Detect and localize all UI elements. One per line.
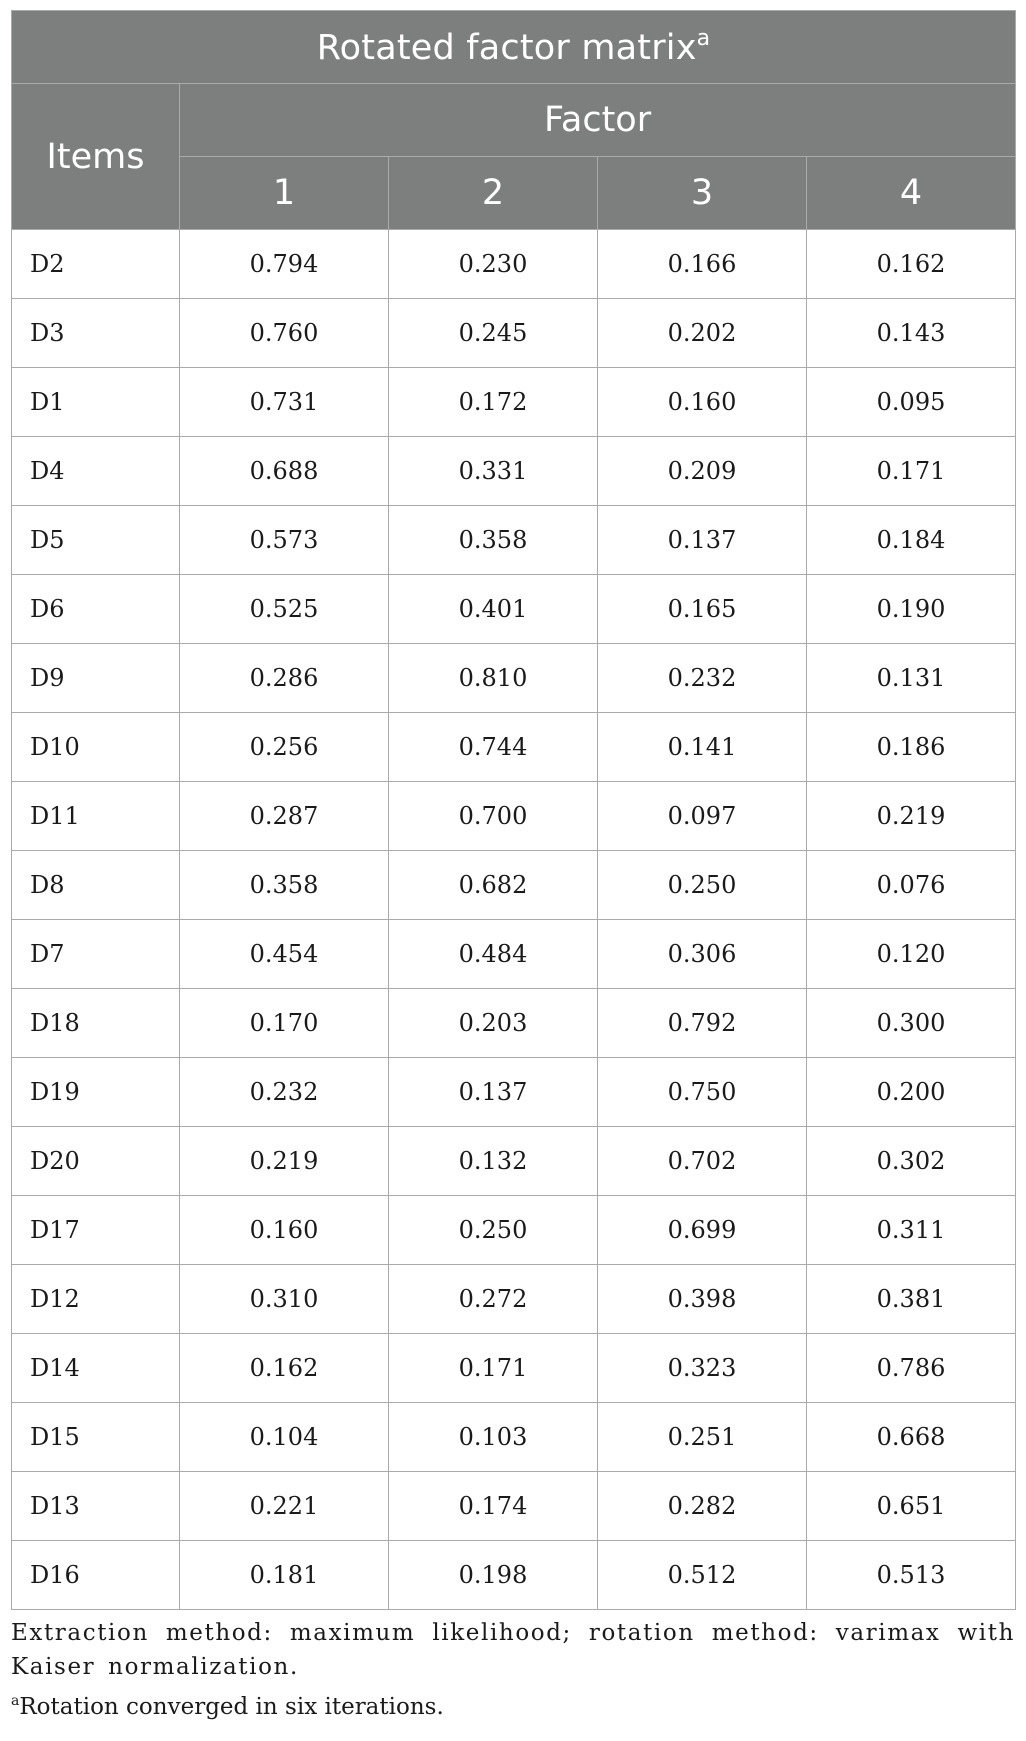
loading-cell-factor-1: 0.286 [180,644,389,713]
loading-cell-factor-2: 0.682 [389,851,598,920]
table-notes [11,1616,1015,1724]
item-cell: D13 [12,1472,180,1541]
loading-cell-factor-3: 0.699 [598,1196,807,1265]
loading-cell-factor-4: 0.651 [807,1472,1016,1541]
table-title-text: Rotated factor matrix [316,28,697,68]
table-row [12,437,1016,506]
method-note: Extraction method: maximum likelihood; rotation method: varimax with Kaiser normalization. [11,1620,1015,1680]
table-row [12,1196,1016,1265]
table-row [12,851,1016,920]
loading-cell-factor-3: 0.166 [598,230,807,299]
loading-cell-factor-4: 0.300 [807,989,1016,1058]
table-row [12,575,1016,644]
loading-cell-factor-2: 0.132 [389,1127,598,1196]
loading-cell-factor-4: 0.120 [807,920,1016,989]
loading-cell-factor-4: 0.076 [807,851,1016,920]
item-cell: D11 [12,782,180,851]
loading-cell-factor-3: 0.512 [598,1541,807,1610]
footnote [11,1684,1015,1724]
item-cell: D20 [12,1127,180,1196]
loading-cell-factor-1: 0.104 [180,1403,389,1472]
loading-cell-factor-2: 0.171 [389,1334,598,1403]
loading-cell-factor-1: 0.219 [180,1127,389,1196]
factor-4-header: 4 [807,157,1016,230]
item-cell: D9 [12,644,180,713]
loading-cell-factor-3: 0.702 [598,1127,807,1196]
loading-cell-factor-1: 0.160 [180,1196,389,1265]
factor-3-header: 3 [598,157,807,230]
loading-cell-factor-2: 0.103 [389,1403,598,1472]
item-cell: D3 [12,299,180,368]
table-row [12,299,1016,368]
table-row [12,782,1016,851]
loading-cell-factor-3: 0.750 [598,1058,807,1127]
loading-cell-factor-4: 0.162 [807,230,1016,299]
table-body [12,230,1016,1610]
loading-cell-factor-4: 0.668 [807,1403,1016,1472]
loading-cell-factor-3: 0.251 [598,1403,807,1472]
loading-cell-factor-4: 0.200 [807,1058,1016,1127]
loading-cell-factor-2: 0.272 [389,1265,598,1334]
item-cell: D2 [12,230,180,299]
item-cell: D4 [12,437,180,506]
loading-cell-factor-4: 0.513 [807,1541,1016,1610]
loading-cell-factor-4: 0.186 [807,713,1016,782]
loading-cell-factor-2: 0.810 [389,644,598,713]
loading-cell-factor-3: 0.398 [598,1265,807,1334]
loading-cell-factor-1: 0.232 [180,1058,389,1127]
loading-cell-factor-1: 0.221 [180,1472,389,1541]
item-cell: D14 [12,1334,180,1403]
loading-cell-factor-2: 0.250 [389,1196,598,1265]
item-cell: D12 [12,1265,180,1334]
loading-cell-factor-1: 0.573 [180,506,389,575]
table-row [12,368,1016,437]
loading-cell-factor-1: 0.688 [180,437,389,506]
loading-cell-factor-3: 0.282 [598,1472,807,1541]
loading-cell-factor-1: 0.162 [180,1334,389,1403]
table-row [12,920,1016,989]
loading-cell-factor-4: 0.786 [807,1334,1016,1403]
item-cell: D19 [12,1058,180,1127]
loading-cell-factor-3: 0.250 [598,851,807,920]
loading-cell-factor-4: 0.184 [807,506,1016,575]
loading-cell-factor-2: 0.358 [389,506,598,575]
loading-cell-factor-4: 0.131 [807,644,1016,713]
loading-cell-factor-3: 0.165 [598,575,807,644]
factor-group-header: Factor [180,84,1016,157]
loading-cell-factor-1: 0.310 [180,1265,389,1334]
loading-cell-factor-1: 0.454 [180,920,389,989]
table-row [12,1403,1016,1472]
loading-cell-factor-3: 0.202 [598,299,807,368]
item-cell: D18 [12,989,180,1058]
table-row [12,713,1016,782]
loading-cell-factor-1: 0.358 [180,851,389,920]
loading-cell-factor-3: 0.323 [598,1334,807,1403]
table-header [12,11,1016,230]
table-row [12,989,1016,1058]
loading-cell-factor-1: 0.760 [180,299,389,368]
factor-table-container [11,10,1015,1724]
loading-cell-factor-4: 0.171 [807,437,1016,506]
table-row [12,1058,1016,1127]
loading-cell-factor-2: 0.174 [389,1472,598,1541]
loading-cell-factor-1: 0.794 [180,230,389,299]
loading-cell-factor-3: 0.137 [598,506,807,575]
table-row [12,1541,1016,1610]
loading-cell-factor-1: 0.731 [180,368,389,437]
item-cell: D17 [12,1196,180,1265]
loading-cell-factor-1: 0.525 [180,575,389,644]
loading-cell-factor-2: 0.245 [389,299,598,368]
table-row [12,1127,1016,1196]
item-cell: D1 [12,368,180,437]
factor-1-header: 1 [180,157,389,230]
loading-cell-factor-2: 0.203 [389,989,598,1058]
loading-cell-factor-2: 0.401 [389,575,598,644]
item-cell: D15 [12,1403,180,1472]
loading-cell-factor-2: 0.137 [389,1058,598,1127]
loading-cell-factor-4: 0.190 [807,575,1016,644]
items-column-header: Items [12,84,180,230]
rotated-factor-matrix-table [11,10,1016,1610]
loading-cell-factor-4: 0.381 [807,1265,1016,1334]
title-footnote-mark: a [696,26,711,51]
loading-cell-factor-3: 0.097 [598,782,807,851]
loading-cell-factor-4: 0.219 [807,782,1016,851]
loading-cell-factor-2: 0.230 [389,230,598,299]
factor-2-header: 2 [389,157,598,230]
item-cell: D6 [12,575,180,644]
loading-cell-factor-1: 0.287 [180,782,389,851]
loading-cell-factor-3: 0.209 [598,437,807,506]
loading-cell-factor-1: 0.256 [180,713,389,782]
loading-cell-factor-3: 0.141 [598,713,807,782]
table-title [12,11,1016,84]
loading-cell-factor-2: 0.198 [389,1541,598,1610]
loading-cell-factor-2: 0.744 [389,713,598,782]
loading-cell-factor-4: 0.095 [807,368,1016,437]
footnote-mark: a [11,1693,20,1709]
loading-cell-factor-3: 0.160 [598,368,807,437]
table-row [12,644,1016,713]
item-cell: D16 [12,1541,180,1610]
loading-cell-factor-3: 0.792 [598,989,807,1058]
loading-cell-factor-1: 0.170 [180,989,389,1058]
loading-cell-factor-4: 0.302 [807,1127,1016,1196]
item-cell: D7 [12,920,180,989]
table-row [12,1472,1016,1541]
loading-cell-factor-2: 0.700 [389,782,598,851]
loading-cell-factor-1: 0.181 [180,1541,389,1610]
loading-cell-factor-3: 0.232 [598,644,807,713]
loading-cell-factor-2: 0.331 [389,437,598,506]
table-row [12,1334,1016,1403]
loading-cell-factor-2: 0.484 [389,920,598,989]
loading-cell-factor-2: 0.172 [389,368,598,437]
loading-cell-factor-4: 0.311 [807,1196,1016,1265]
table-row [12,1265,1016,1334]
table-row [12,506,1016,575]
table-row [12,230,1016,299]
item-cell: D5 [12,506,180,575]
item-cell: D10 [12,713,180,782]
loading-cell-factor-4: 0.143 [807,299,1016,368]
footnote-text: Rotation converged in six iterations. [19,1694,444,1720]
loading-cell-factor-3: 0.306 [598,920,807,989]
item-cell: D8 [12,851,180,920]
